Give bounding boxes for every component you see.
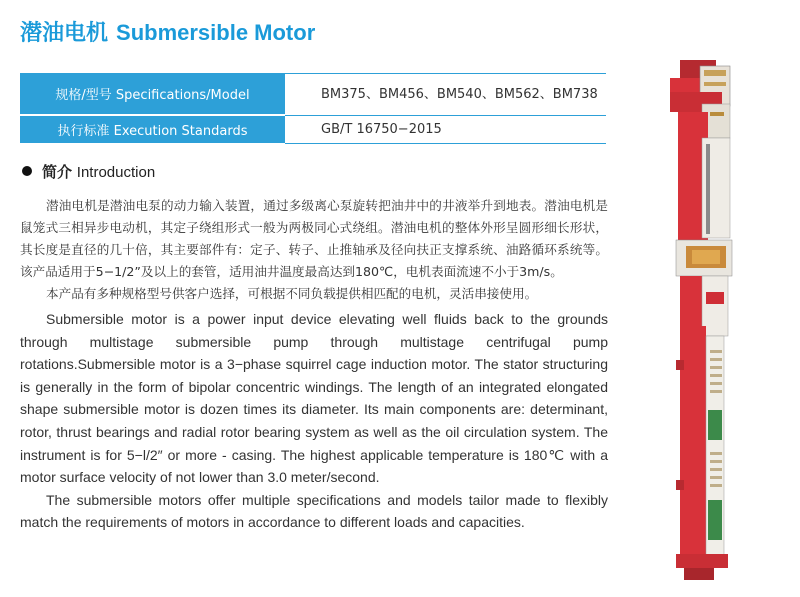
spec-value-standard: GB/T 16750−2015 (285, 116, 606, 144)
spec-value-model: BM375、BM456、BM540、BM562、BM738 (285, 73, 606, 116)
intro-heading-cn: 简介 (42, 163, 73, 181)
spec-row-standard (20, 116, 606, 144)
paragraph-cn-1: 潜油电机是潜油电泵的动力输入装置，通过多级离心泵旋转把油井中的井液举升到地表。潜油电机是鼠笼式三相异步电动机，其定子绕组形式一般为两极同心式绕组。潜油电机的整体外形呈圆形细长形状，其长度是直径的几十倍，其主要部件有：定子、转子、止推轴承及径向扶正支撑系统、油路循环系统等。该产品适用于5−1/2”及以上的套管，适用油井温度最高达到180℃，电机表面流速不小于3m/s。 (20, 198, 608, 279)
title-en: Submersible Motor (116, 20, 316, 45)
bullet-dot-icon (22, 166, 32, 176)
title-cn: 潜油电机 (20, 21, 109, 46)
page-title (20, 16, 315, 47)
spec-label-model: 规格/型号 Specifications/Model (20, 73, 285, 115)
intro-body (20, 195, 608, 534)
paragraph-cn-2: 本产品有多种规格型号供客户选择，可根据不同负载提供相匹配的电机，灵活串接使用。 (46, 286, 538, 301)
spec-table (20, 73, 606, 144)
intro-heading (22, 161, 155, 182)
spec-row-model (20, 73, 606, 116)
intro-heading-en: Introduction (76, 164, 156, 181)
spec-label-standard: 执行标准 Execution Standards (20, 116, 285, 144)
motor-cutaway-image (640, 60, 780, 580)
paragraph-en-1: Submersible motor is a power input device elevating well fluids back to the grounds through multistage submersible pump through multistage centrifugal pump rotations.Submersible motor is a 3−phase squirrel cage induction motor. The stator structuring is generally in the form of bipolar concentric windings. The length of an integrated elongated shape submersible motor is dozen times its diameter. Its main components are: determinant, rotor, thrust bearings and radial rotor bearing system as well as the oil circulation system. The instrument is for 5−l/2″ or more - casing. The highest applicable temperature is 180℃ with a motor surface velocity of not lower than 3.0 meter/second. (20, 311, 608, 486)
paragraph-en-2: The submersible motors offer multiple specifications and models tailor made to flexibly match the requirements of motors in accordance to different loads and capacities. (20, 491, 608, 531)
